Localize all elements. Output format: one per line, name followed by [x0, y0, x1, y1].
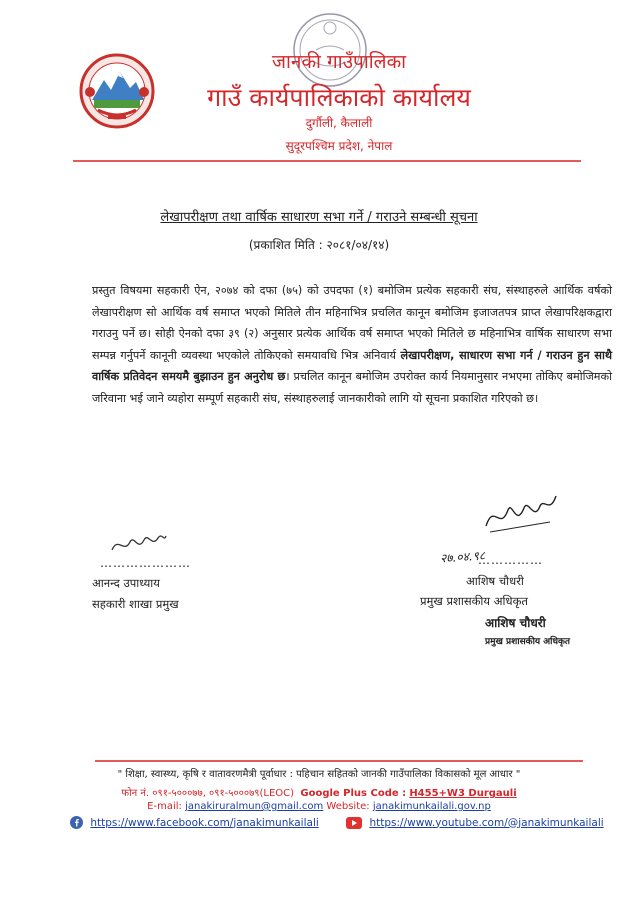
right-signature-icon: [480, 492, 560, 538]
footer-email-website: [0, 801, 638, 812]
facebook-link[interactable]: https://www.facebook.com/janakimunkailali: [90, 816, 319, 829]
notice-body: [92, 280, 612, 410]
footer-social: [70, 816, 630, 829]
address-line1: दुर्गौली, कैलाली: [305, 116, 373, 130]
notice-body-bold: लेखापरीक्षण, साधारण सभा गर्न / गराउन हुन साथै वार्षिक प्रतिवेदन समयमै बुझाउन हुन अनुरोध छ: [92, 348, 612, 384]
address-line2: सुदूरपश्चिम प्रदेश, नेपाल: [285, 139, 393, 153]
footer-slogan: " शिक्षा, स्वास्थ्य, कृषि र वातावरणमैत्री पूर्वाधार : पहिचान सहितको जानकी गाउँपालिका विकासको मूल आधार ": [117, 769, 521, 780]
right-signature-line: ……………: [478, 553, 543, 567]
footer-divider: [95, 760, 583, 762]
notice-body-part2: । प्रचलित कानून बमोजिम उपरोक्त कार्य नियमानुसार नभएमा तोकिए बमोजिमको जरिवाना भई जाने व्यहोरा सम्पूर्ण सहकारी संघ, संस्थाहरुलाई जानकारीको लागि यो सूचना प्रकाशित गरिएको छ।: [92, 370, 612, 405]
right-signatory-title: प्रमुख प्रशासकीय अधिकृत: [420, 594, 528, 608]
notice-subject-text: लेखापरीक्षण तथा वार्षिक साधारण सभा गर्ने / गराउने सम्बन्धी सूचना: [160, 210, 478, 225]
published-date: (प्रकाशित मिति : २०८१/०४/१४): [248, 238, 390, 252]
left-signatory-name: आनन्द उपाध्याय: [92, 576, 160, 590]
office-name: गाउँ कार्यपालिकाको कार्यालय: [207, 83, 471, 112]
facebook-icon: [70, 816, 83, 829]
plus-code[interactable]: H455+W3 Durgauli: [409, 788, 517, 799]
email-link[interactable]: janakiruralmun@gmail.com: [185, 801, 324, 812]
email-label: E-mail:: [147, 801, 182, 812]
right-signature-date: २७.०४.९८: [439, 548, 486, 566]
org-name: जानकी गाउँपालिका: [271, 51, 407, 73]
notice-body-part1: प्रस्तुत विषयमा सहकारी ऐन, २०७४ को दफा (७५) को उपदफा (१) बमोजिम प्रत्येक सहकारी संघ, संस्थाहरुले आर्थिक वर्षको लेखापरीक्षण सो आर्थिक वर्ष समाप्त भएको मितिले तीन महिनाभित्र प्रचलित कानून बमोजिम इजाजतपत्र प्राप्त लेखापरिक्षकद्वारा गराउनु पर्ने छ। सोही ऐनको दफा ३९ (२) अनुसार प्रत्येक आर्थिक वर्ष समाप्त भएको मितिले छ महिनाभित्र वार्षिक साधारण सभा सम्पन्न गर्नुपर्ने कानूनी व्यवस्था भएकोले तोकिएको समयावधि भित्र अनिवार्य: [92, 284, 612, 362]
youtube-icon: [346, 817, 362, 829]
left-signature-icon: [108, 528, 168, 558]
seal-title: प्रमुख प्रशासकीय अधिकृत: [485, 637, 571, 647]
right-signatory-name: आशिष चौधरी: [466, 574, 524, 588]
left-signatory-title: सहकारी शाखा प्रमुख: [92, 597, 179, 611]
footer-phone: फोन नं. ०९१-५०००७७, ०९१-५०००७९(LEOC): [121, 788, 295, 799]
notice-subject: [0, 207, 638, 225]
website-link[interactable]: janakimunkailali.gov.np: [372, 801, 491, 812]
header-divider: [73, 160, 581, 162]
website-label: Website:: [326, 801, 370, 812]
seal-name: आशिष चौधरी: [485, 616, 546, 630]
youtube-link[interactable]: https://www.youtube.com/@janakimunkailali: [369, 816, 604, 829]
left-signature-line: …………………: [100, 556, 191, 570]
plus-code-label: Google Plus Code :: [300, 788, 407, 799]
footer-contact: [0, 785, 638, 799]
